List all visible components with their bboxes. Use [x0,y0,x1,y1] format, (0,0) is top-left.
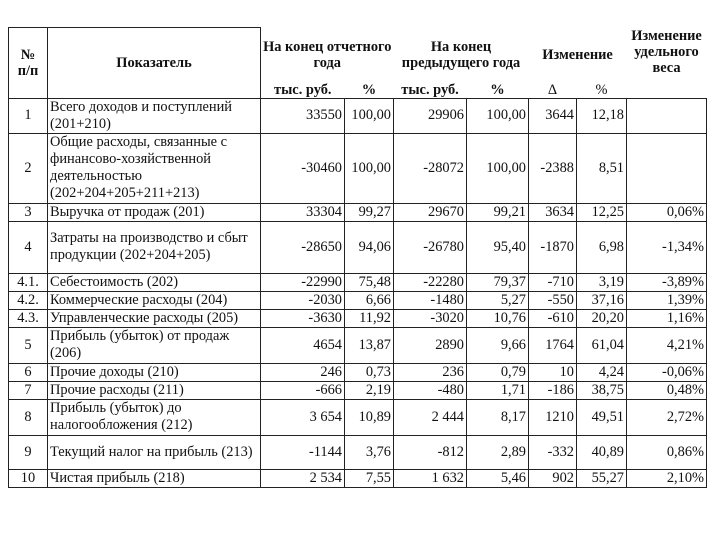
row-indicator: Прибыль (убыток) от продаж (206) [48,327,261,363]
row-current-value: 2 534 [261,469,345,487]
row-change-percent: 37,16 [577,291,627,309]
row-share-change: -3,89% [627,273,707,291]
row-share-change [627,98,707,133]
row-number: 2 [9,133,48,203]
row-number: 3 [9,203,48,221]
row-indicator: Прочие доходы (210) [48,363,261,381]
row-indicator: Выручка от продаж (201) [48,203,261,221]
header-share-blank [627,82,707,99]
row-previous-percent: 1,71 [467,381,529,399]
row-current-percent: 7,55 [345,469,394,487]
header-delta-pct: % [595,81,608,98]
row-number: 4.1. [9,273,48,291]
row-previous-value: 1 632 [394,469,467,487]
row-change-percent: 40,89 [577,435,627,469]
row-change-percent: 20,20 [577,309,627,327]
row-current-value: -22990 [261,273,345,291]
row-change-delta: -1870 [529,221,577,273]
row-current-percent: 100,00 [345,133,394,203]
table-row [9,469,707,487]
table-row [9,381,707,399]
row-indicator: Прибыль (убыток) до налогообложения (212) [48,399,261,435]
row-change-delta: 1764 [529,327,577,363]
row-number: 4 [9,221,48,273]
row-previous-value: -480 [394,381,467,399]
row-previous-percent: 100,00 [467,98,529,133]
table-row [9,363,707,381]
row-current-percent: 94,06 [345,221,394,273]
header-delta: ∆ [548,81,557,98]
row-change-delta: -710 [529,273,577,291]
row-share-change: 1,16% [627,309,707,327]
header-indicator: Показатель [48,28,261,99]
row-share-change: 4,21% [627,327,707,363]
row-share-change: 2,72% [627,399,707,435]
row-indicator: Прочие расходы (211) [48,381,261,399]
row-indicator: Текущий налог на прибыль (213) [48,435,261,469]
row-change-delta: 10 [529,363,577,381]
row-change-percent: 55,27 [577,469,627,487]
row-change-percent: 8,51 [577,133,627,203]
header-end-reporting: На конец отчетного года [263,38,392,71]
row-indicator: Коммерческие расходы (204) [48,291,261,309]
row-current-value: 3 654 [261,399,345,435]
row-change-percent: 12,25 [577,203,627,221]
header-change: Изменение [542,46,613,63]
row-previous-value: 29906 [394,98,467,133]
row-previous-percent: 5,27 [467,291,529,309]
row-current-percent: 2,19 [345,381,394,399]
row-change-percent: 38,75 [577,381,627,399]
row-share-change: 2,10% [627,469,707,487]
table-row [9,98,707,133]
row-current-percent: 75,48 [345,273,394,291]
row-change-delta: 3644 [529,98,577,133]
row-change-delta: -610 [529,309,577,327]
row-current-percent: 6,66 [345,291,394,309]
row-share-change [627,133,707,203]
row-previous-value: -3020 [394,309,467,327]
row-previous-value: -26780 [394,221,467,273]
row-change-delta: -186 [529,381,577,399]
row-share-change: 0,48% [627,381,707,399]
row-change-percent: 49,51 [577,399,627,435]
row-previous-percent: 95,40 [467,221,529,273]
row-change-percent: 6,98 [577,221,627,273]
row-number: 7 [9,381,48,399]
row-current-percent: 0,73 [345,363,394,381]
header-end-previous: На конец предыдущего года [401,38,521,71]
row-number: 1 [9,98,48,133]
row-current-percent: 3,76 [345,435,394,469]
row-current-value: 33304 [261,203,345,221]
row-previous-percent: 10,76 [467,309,529,327]
row-change-percent: 3,19 [577,273,627,291]
row-current-percent: 10,89 [345,399,394,435]
table-row [9,133,707,203]
financial-results-table [8,27,707,488]
row-previous-value: -1480 [394,291,467,309]
row-current-value: -1144 [261,435,345,469]
row-previous-value: 29670 [394,203,467,221]
table-row [9,221,707,273]
row-number: 5 [9,327,48,363]
row-number: 9 [9,435,48,469]
row-current-value: -30460 [261,133,345,203]
header-prev-pct: % [490,81,505,98]
header-cur-pct: % [361,81,377,98]
row-previous-value: -22280 [394,273,467,291]
row-number: 4.3. [9,309,48,327]
row-current-value: -2030 [261,291,345,309]
row-previous-value: 2 444 [394,399,467,435]
row-previous-percent: 100,00 [467,133,529,203]
row-share-change: -0,06% [627,363,707,381]
row-change-percent: 12,18 [577,98,627,133]
table-row [9,309,707,327]
row-previous-percent: 79,37 [467,273,529,291]
row-change-percent: 4,24 [577,363,627,381]
header-prev-unit: тыс. руб. [401,81,459,98]
row-current-percent: 99,27 [345,203,394,221]
row-previous-value: -812 [394,435,467,469]
financial-results-table-wrapper [8,27,707,488]
row-previous-value: -28072 [394,133,467,203]
row-share-change: 0,86% [627,435,707,469]
row-previous-percent: 0,79 [467,363,529,381]
row-previous-percent: 9,66 [467,327,529,363]
row-number: 10 [9,469,48,487]
row-indicator: Управленческие расходы (205) [48,309,261,327]
row-number: 8 [9,399,48,435]
table-row [9,327,707,363]
header-change-share: Изменение удельного веса [631,27,702,76]
row-change-delta: -332 [529,435,577,469]
row-current-percent: 11,92 [345,309,394,327]
row-current-value: 246 [261,363,345,381]
row-previous-percent: 2,89 [467,435,529,469]
table-row [9,291,707,309]
row-current-value: 4654 [261,327,345,363]
row-previous-percent: 99,21 [467,203,529,221]
row-previous-percent: 5,46 [467,469,529,487]
row-previous-value: 236 [394,363,467,381]
row-current-value: 33550 [261,98,345,133]
row-current-percent: 100,00 [345,98,394,133]
table-row [9,203,707,221]
row-previous-percent: 8,17 [467,399,529,435]
row-change-delta: -550 [529,291,577,309]
row-previous-value: 2890 [394,327,467,363]
row-indicator: Затраты на производство и сбыт продукции (202+204+205) [48,221,261,273]
row-change-delta: 1210 [529,399,577,435]
row-number: 4.2. [9,291,48,309]
row-change-delta: 3634 [529,203,577,221]
row-indicator: Чистая прибыль (218) [48,469,261,487]
table-body [9,98,707,487]
row-change-percent: 61,04 [577,327,627,363]
row-indicator: Себестоимость (202) [48,273,261,291]
row-share-change: 1,39% [627,291,707,309]
table-row [9,435,707,469]
header-number: № п/п [9,28,48,99]
row-number: 6 [9,363,48,381]
row-indicator: Всего доходов и поступлений (201+210) [48,98,261,133]
header-cur-unit: тыс. руб. [274,81,332,98]
row-change-delta: -2388 [529,133,577,203]
row-current-value: -3630 [261,309,345,327]
table-row [9,399,707,435]
row-current-value: -28650 [261,221,345,273]
table-row [9,273,707,291]
row-share-change: 0,06% [627,203,707,221]
row-change-delta: 902 [529,469,577,487]
row-share-change: -1,34% [627,221,707,273]
row-indicator: Общие расходы, связанные с финансово-хозяйственной деятельностью (202+204+205+211+213) [48,133,261,203]
row-current-percent: 13,87 [345,327,394,363]
row-current-value: -666 [261,381,345,399]
